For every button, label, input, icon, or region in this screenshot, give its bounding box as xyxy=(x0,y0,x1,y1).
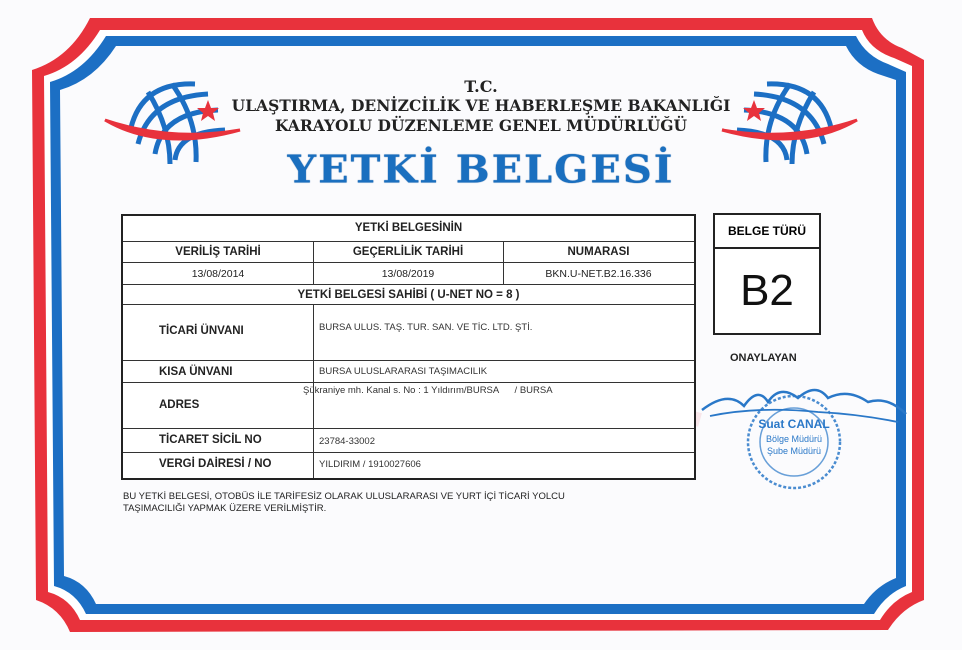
valid-date-header: GEÇERLİLİK TARİHİ xyxy=(352,246,464,258)
address-label: ADRES xyxy=(159,399,200,411)
registry-label: TİCARET SİCİL NO xyxy=(159,434,262,446)
header-ministry: ULAŞTIRMA, DENİZCİLİK VE HABERLEŞME BAKANLIĞI xyxy=(231,96,731,115)
trade-name-label: TİCARİ ÜNVANI xyxy=(159,325,244,337)
stamp-name: Suat CANAL xyxy=(758,417,830,431)
table-caption: YETKİ BELGESİNİN xyxy=(354,222,463,234)
approval-label: ONAYLAYAN xyxy=(730,352,797,364)
number-header: NUMARASI xyxy=(567,246,630,258)
issue-date-value: 13/08/2014 xyxy=(191,268,245,280)
trade-name-value: BURSA ULUS. TAŞ. TUR. SAN. VE TİC. LTD. ŞTİ. xyxy=(319,322,533,333)
footer-note xyxy=(123,491,683,515)
footer-line-1: BU YETKİ BELGESİ, OTOBÜS İLE TARİFESİZ OLARAK ULUSLARARASI VE YURT İÇİ TİCARİ YOLCU xyxy=(123,491,565,502)
tax-value: YILDIRIM / 1910027606 xyxy=(319,459,421,470)
holder-caption: YETKİ BELGESİ SAHİBİ ( U-NET NO = 8 ) xyxy=(297,289,520,301)
document-title: YETKİ BELGESİ xyxy=(287,147,675,192)
official-stamp-signature xyxy=(698,376,908,496)
registry-value: 23784-33002 xyxy=(319,436,375,447)
issue-date-header: VERİLİŞ TARİHİ xyxy=(175,246,261,258)
header-directorate: KARAYOLU DÜZENLEME GENEL MÜDÜRLÜĞÜ xyxy=(274,116,688,135)
address-value: Şükraniye mh. Kanal s. No : 1 Yıldırım/BURSA / BURSA xyxy=(303,385,553,396)
stamp-title-1: Bölge Müdürü xyxy=(765,434,823,444)
short-name-value: BURSA ULUSLARARASI TAŞIMACILIK xyxy=(319,366,488,377)
document-type-label: BELGE TÜRÜ xyxy=(715,215,819,249)
document-type-box xyxy=(713,213,821,335)
stamp-title-2: Şube Müdürü xyxy=(766,446,822,456)
document-type-value: B2 xyxy=(740,266,794,315)
certificate-info-table xyxy=(121,214,696,480)
number-value: BKN.U-NET.B2.16.336 xyxy=(545,268,652,280)
short-name-label: KISA ÜNVANI xyxy=(159,366,233,378)
header-tc: T.C. xyxy=(464,77,498,96)
footer-line-2: TAŞIMACILIĞI YAPMAK ÜZERE VERİLMİŞTİR. xyxy=(123,503,327,514)
valid-date-value: 13/08/2019 xyxy=(381,268,435,280)
tax-label: VERGİ DAİRESİ / NO xyxy=(159,458,272,470)
